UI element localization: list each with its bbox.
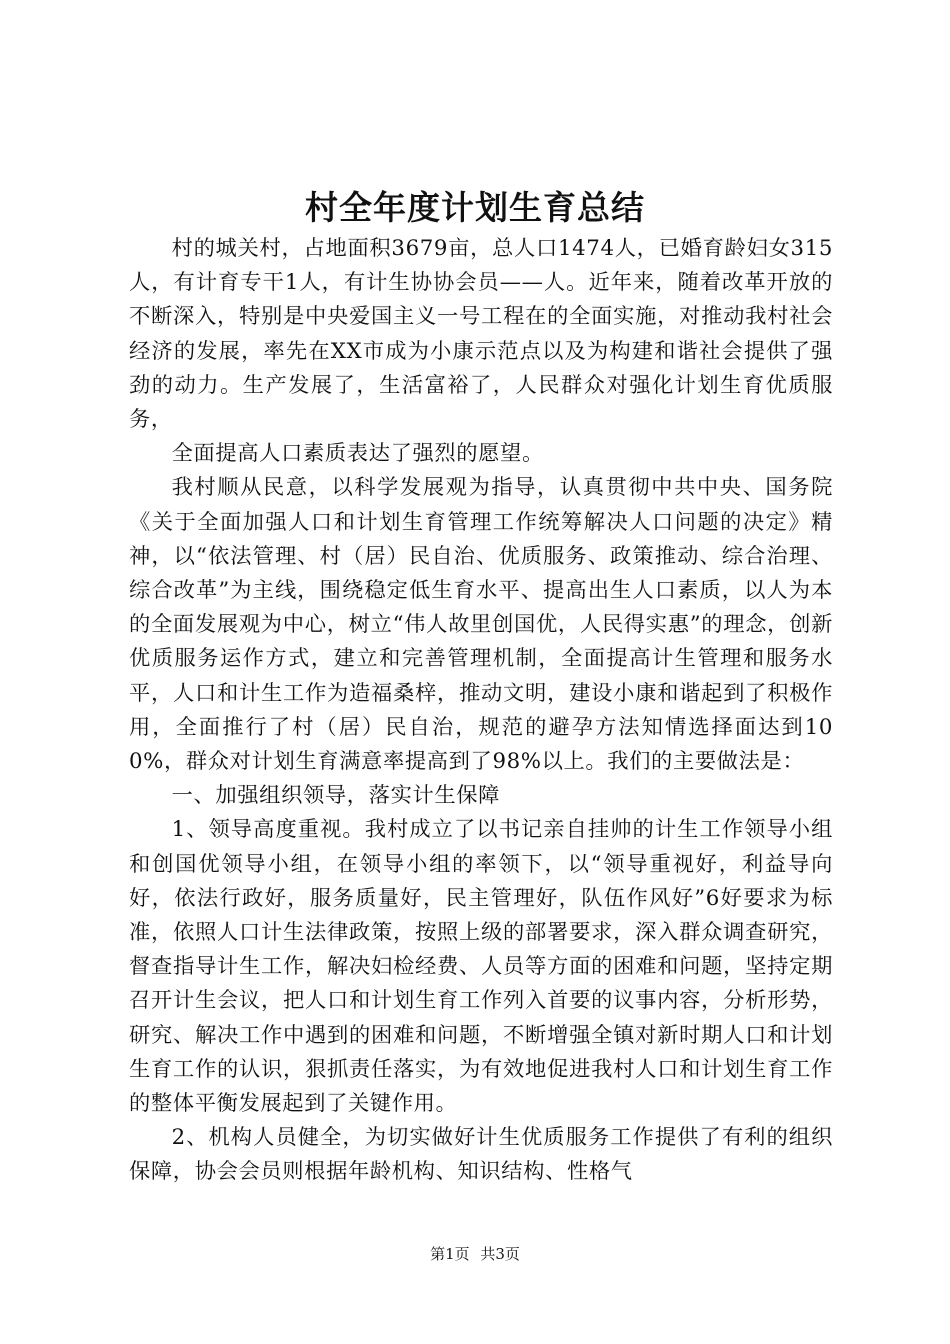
document-body (129, 232, 833, 1190)
page-number: 第1页 (430, 1245, 470, 1263)
section-heading: 一、加强组织领导，落实计生保障 (171, 783, 501, 809)
paragraph: 2、机构人员健全，为切实做好计生优质服务工作提供了有利的组织保障，协会会员则根据年龄机构、知识结构、性格气 (129, 1125, 833, 1185)
page-total: 共3页 (480, 1245, 520, 1263)
paragraph: 我村顺从民意，以科学发展观为指导，认真贯彻中共中央、国务院《关于全面加强人口和计划生育管理工作统筹解决人口问题的决定》精神，以“依法管理、村（居）民自治、优质服务、政策推动、综合治理、综合改革”为主线，围绕稳定低生育水平、提高出生人口素质，以人为本的全面发展观为中心，树立“伟人故里创国优，人民得实惠”的理念，创新优质服务运作方式，建立和完善管理机制，全面提高计生管理和服务水平，人口和计生工作为造福桑梓，推动文明，建设小康和谐起到了积极作用，全面推行了村（居）民自治，规范的避孕方法知情选择面达到100%，群众对计划生育满意率提高到了98%以上。我们的主要做法是： (129, 475, 833, 775)
document-title: 村全年度计划生育总结 (305, 188, 645, 227)
page-footer (0, 1244, 950, 1264)
paragraph: 1、领导高度重视。我村成立了以书记亲自挂帅的计生工作领导小组和创国优领导小组，在领导小组的率领下，以“领导重视好，利益导向好，依法行政好，服务质量好，民主管理好，队伍作风好”6好要求为标准，依照人口计生法律政策，按照上级的部署要求，深入群众调查研究，督查指导计生工作，解决妇检经费、人员等方面的困难和问题，坚持定期召开计生会议，把人口和计划生育工作列入首要的议事内容，分析形势，研究、解决工作中遇到的困难和问题，不断增强全镇对新时期人口和计划生育工作的认识，狠抓责任落实，为有效地促进我村人口和计划生育工作的整体平衡发展起到了关键作用。 (129, 817, 833, 1117)
paragraph: 全面提高人口素质表达了强烈的愿望。 (171, 441, 544, 467)
paragraph: 村的城关村，占地面积3679亩，总人口1474人，已婚育龄妇女315人，有计育专干1人，有计生协协会员——人。近年来，随着改革开放的不断深入，特别是中央爱国主义一号工程在的全面实施，对推动我村社会经济的发展，率先在XX市成为小康示范点以及为构建和谐社会提供了强劲的动力。生产发展了，生活富裕了，人民群众对强化计划生育优质服务， (129, 236, 833, 433)
